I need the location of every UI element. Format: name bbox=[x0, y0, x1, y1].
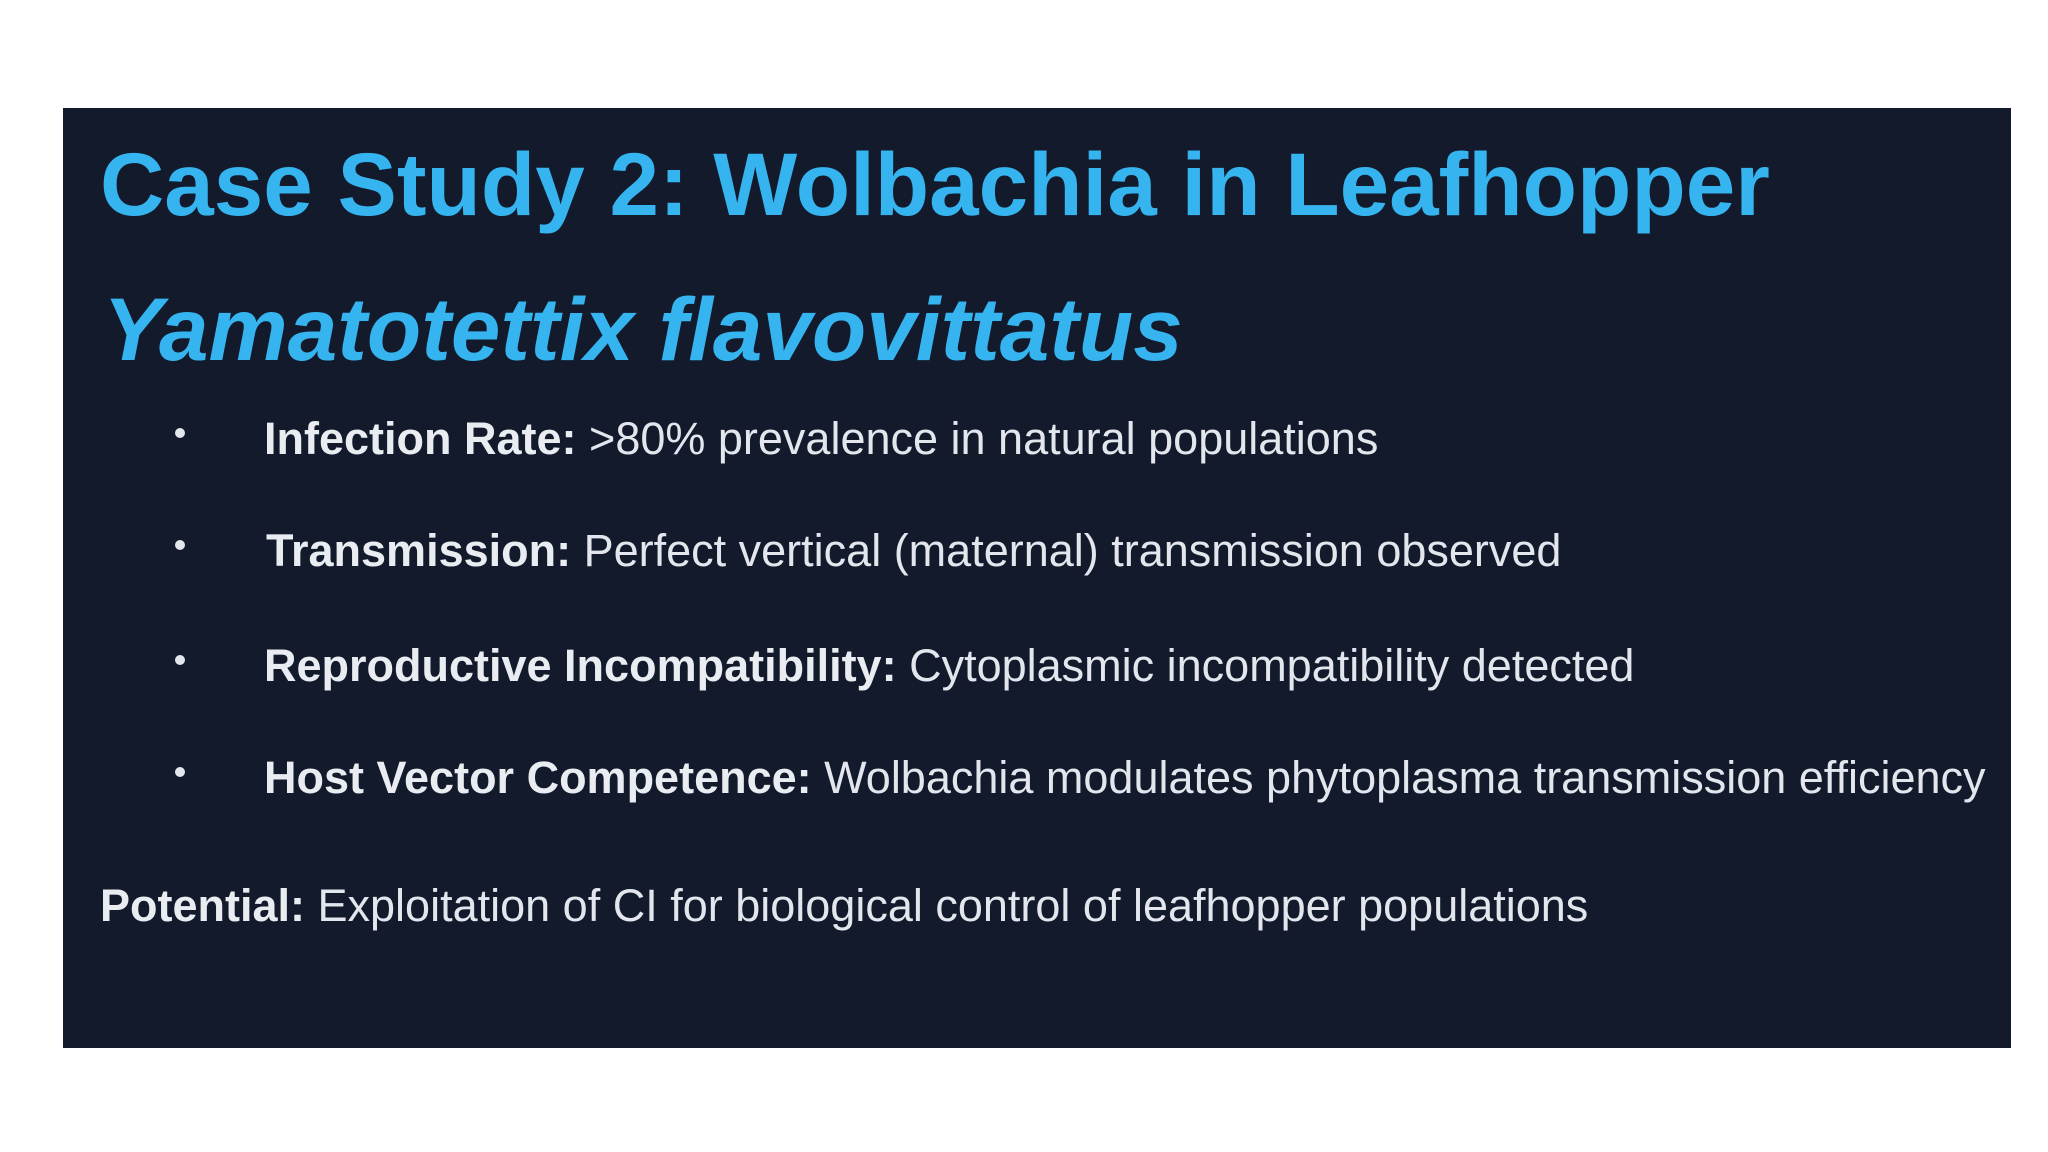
bullet-label: Host Vector Competence: bbox=[264, 752, 812, 803]
potential-label: Potential: bbox=[100, 880, 306, 931]
slide-panel bbox=[63, 108, 2011, 1048]
bullet-body: Cytoplasmic incompatibility detected bbox=[896, 640, 1635, 691]
slide-title: Case Study 2: Wolbachia in Leafhopper bbox=[100, 134, 1770, 234]
slide-subtitle: Yamatotettix flavovittatus bbox=[103, 279, 1183, 379]
bullet-dot-icon bbox=[175, 767, 185, 777]
bullet-label: Transmission: bbox=[266, 525, 572, 576]
bullet-label: Reproductive Incompatibility: bbox=[264, 640, 897, 691]
bullet-body: Wolbachia modulates phytoplasma transmission efficiency bbox=[811, 752, 1986, 803]
bullet-dot-icon bbox=[175, 540, 185, 550]
bullet-text bbox=[266, 525, 1562, 576]
bullet-dot-icon bbox=[175, 655, 185, 665]
potential-statement bbox=[100, 880, 1589, 931]
bullet-body: Perfect vertical (maternal) transmission observed bbox=[571, 525, 1562, 576]
bullet-body: >80% prevalence in natural populations bbox=[576, 413, 1379, 464]
bullet-label: Infection Rate: bbox=[264, 413, 577, 464]
bullet-dot-icon bbox=[175, 428, 185, 438]
bullet-text bbox=[264, 640, 1635, 691]
bullet-text bbox=[264, 752, 1986, 803]
potential-body: Exploitation of CI for biological control of leafhopper populations bbox=[305, 880, 1589, 931]
bullet-text bbox=[264, 413, 1379, 464]
